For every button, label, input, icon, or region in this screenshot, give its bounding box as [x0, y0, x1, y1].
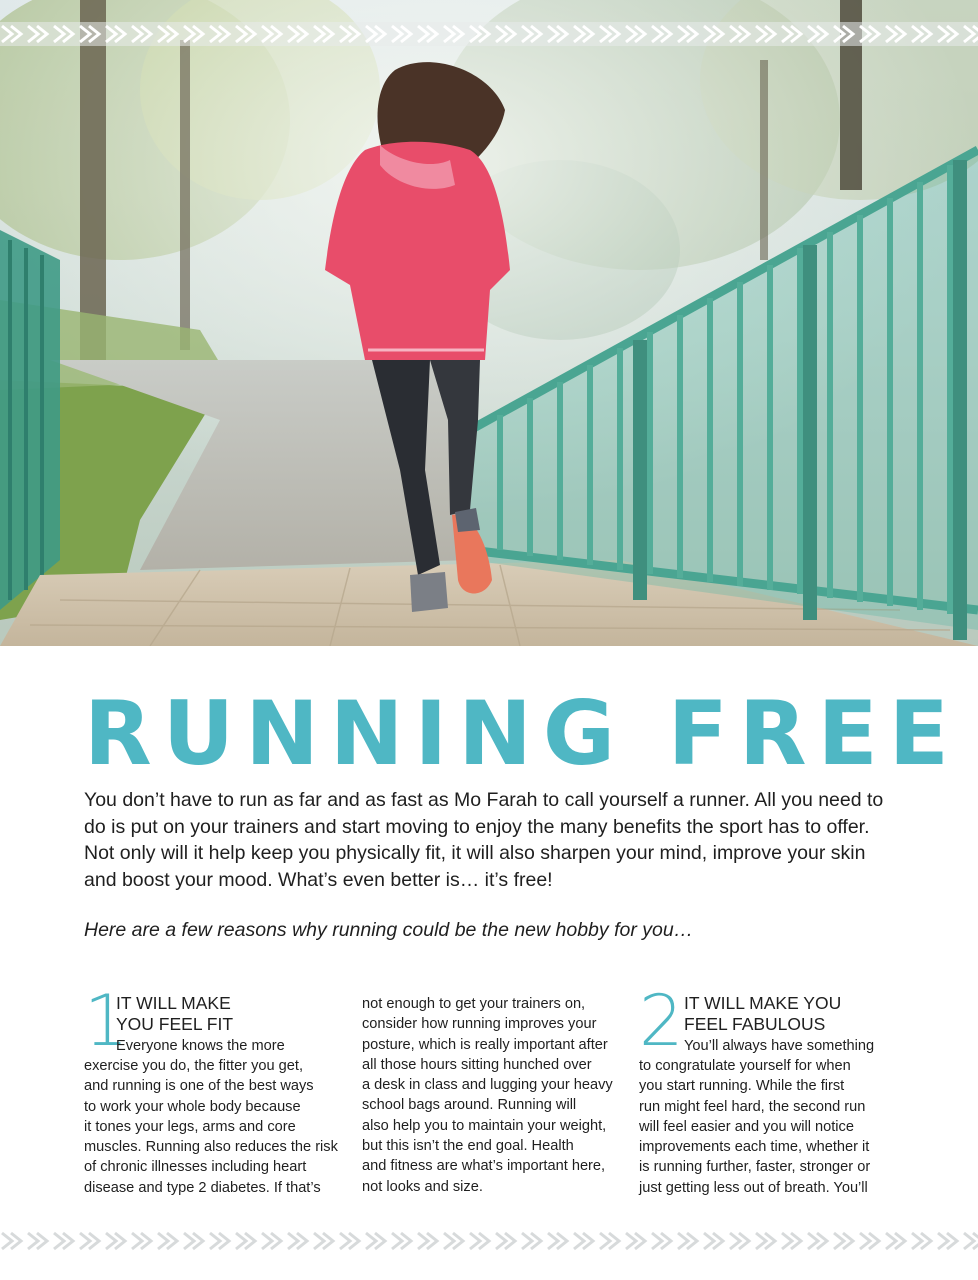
intro-paragraph: You don’t have to run as far and as fast as Mo Farah to call yourself a runner. All you need to do is put on your trainers and start moving to enjoy the many benefits the sport has to offer. Not only will it help keep you physically fit, it will also sharpen your mind, improve your skin and boost your mood. What’s even better is… it’s free!	[84, 789, 884, 891]
section-1-title: IT WILL MAKE YOU FEEL FIT	[116, 993, 234, 1034]
section-2-first-line: You’ll always have something	[684, 1038, 875, 1054]
section-2-body: to congratulate yourself for when you start running. While the first run might feel hard, the second run will feel easier and you will notice improvements each time, whether it is running further, faster, stronger or just getting less out of breath. You’ll	[639, 1058, 871, 1196]
section-1-header	[84, 980, 346, 1062]
section-2	[639, 980, 901, 1198]
section-2-header	[639, 980, 901, 1062]
chevron-pattern-icon	[0, 22, 978, 46]
section-2-number: 2	[639, 980, 684, 1062]
section-1	[84, 980, 346, 1198]
section-1-continued	[362, 994, 624, 1197]
section-1-continuation-body: not enough to get your trainers on, consider how running improves your posture, which is really important after all those hours sitting hunched over a desk in class and lugging your heavy school bags around. Running will also help you to maintain your weight, but this isn’t the end goal. Health and fitness are what’s important here, not looks and size.	[362, 996, 613, 1195]
section-1-body: exercise you do, the fitter you get, and running is one of the best ways to work your whole body because it tones your legs, arms and core muscles. Running also reduces the risk of chronic illnesses including heart disease and type 2 diabetes. If that’s	[84, 1058, 338, 1196]
decorative-chevron-band-bottom	[0, 1229, 978, 1253]
section-2-title: IT WILL MAKE YOU FEEL FABULOUS	[684, 993, 842, 1034]
article-title: RUNNING FREE	[84, 682, 960, 785]
section-1-number: 1	[84, 980, 129, 1062]
lead-sentence: Here are a few reasons why running could be the new hobby for you…	[84, 919, 694, 941]
chevron-pattern-icon	[0, 1229, 978, 1253]
section-1-first-line: Everyone knows the more	[116, 1038, 285, 1054]
decorative-chevron-band-top	[0, 22, 978, 46]
